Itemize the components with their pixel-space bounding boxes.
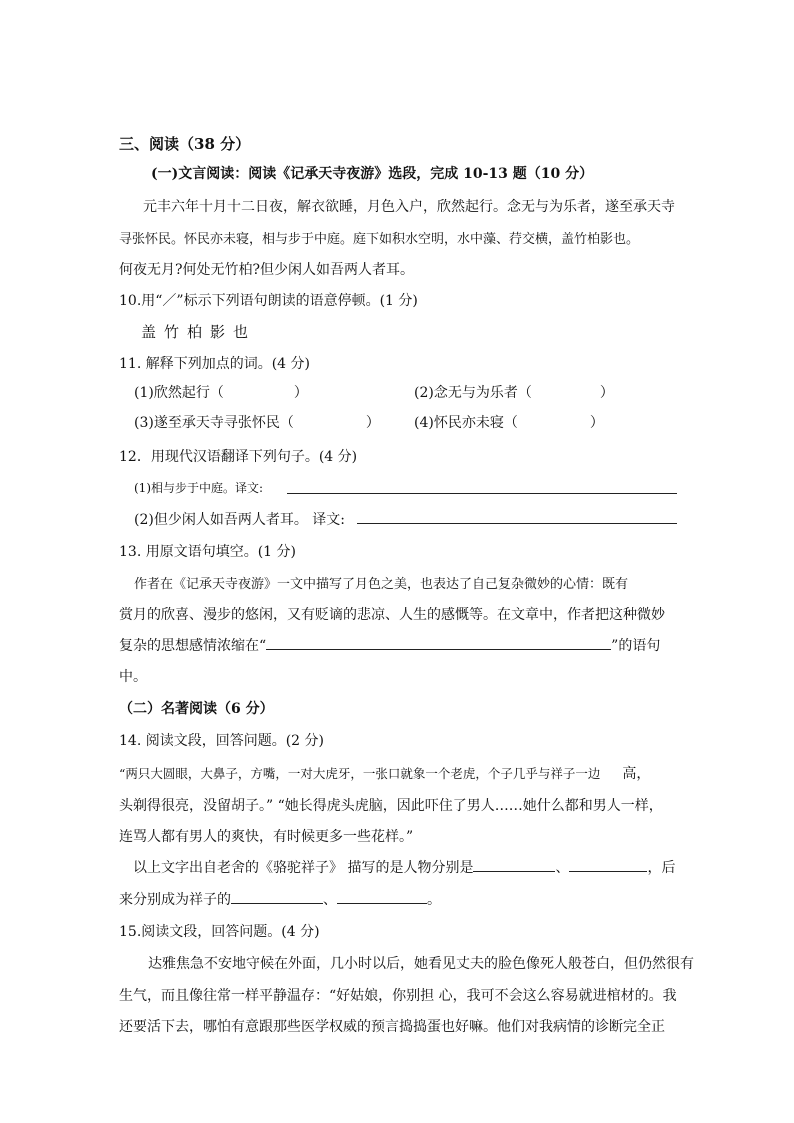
q11-item-3 [134,412,380,432]
q10-chars [141,321,256,342]
q13-line-4: 中。 [119,669,147,685]
passage-line-3: 何夜无月?何处无竹柏?但少闲人如吾两人者耳。 [119,262,415,278]
q13-line-3-end: ”的语句 [611,638,661,654]
q14-text: 14. 阅读文段，回答问题。(2 分) [119,733,324,749]
q13-answer-blank[interactable] [266,635,611,650]
q11-item-2-close: ） [599,385,614,401]
q15-line-1: 达雅焦急不安地守候在外面，几小时以后，她看见丈夫的脸色像死人般苍白，但仍然很有 [148,956,694,972]
q10-char: 盖 [141,323,157,341]
q15-text: 15.阅读文段，回答问题。(4 分) [119,924,320,940]
q12-answer-line-1[interactable] [287,479,677,494]
q14-blank-4[interactable] [337,889,427,904]
q14-blank-3[interactable] [231,889,323,904]
q12-text: 12．用现代汉语翻译下列句子。(4 分) [119,449,358,465]
q12-sentence-1-label: (1)相与步于中庭。译文: [134,481,264,495]
q11-item-4-label: (4)怀民亦未寝（ [414,415,518,431]
q11-text: 11. 解释下列加点的词。(4 分) [119,356,310,372]
q14-line-5 [119,889,441,909]
q14-line-5-text: 来分别成为祥子的 [119,892,231,908]
q11-item-1 [134,382,308,402]
passage-line-1: 元丰六年十月十二日夜，解衣欲睡，月色入户，欣然起行。念无与为乐者，遂至承天寺 [143,199,675,215]
q14-line-1-text: “两只大圆眼，大鼻子，方嘴，一对大虎牙，一张口就象一个老虎，个子几乎与祥子一边 [119,766,601,781]
q14-line-4-end: ，后 [647,860,676,876]
q12-sentence-2 [134,509,345,529]
part2-title: （二）名著阅读（6 分） [119,701,274,717]
q11-item-2 [414,382,614,402]
q11-item-3-close: ） [365,415,380,431]
q13-line-3 [119,635,660,655]
q15-line-2: 生气，而且像往常一样平静温存：“好姑娘，你别担 心，我可不会这么容易就进棺材的。我 [119,988,677,1004]
part1-title: (一)文言阅读：阅读《记承天寺夜游》选段，完成 10-13 题（10 分） [151,166,594,182]
q14-blank-1[interactable] [473,857,555,872]
q11-item-1-close: ） [293,385,308,401]
q14-line-4 [133,857,675,877]
q13-line-1: 作者在《记承天寺夜游》一文中描写了月色之美，也表达了自己复杂微妙的心情：既有 [134,577,629,592]
q11-item-2-label: (2)念无与为乐者（ [414,385,532,401]
q12-sentence-1 [134,479,263,496]
passage-line-2: 寻张怀民。怀民亦未寝，相与步于中庭。庭下如积水空明，水中藻、荇交横，盖竹柏影也。 [119,232,640,247]
q14-line-1-end: 高， [622,766,651,782]
q13-line-2: 赏月的欣喜、漫步的悠闲，又有贬谪的悲凉、人生的感慨等。在文章中，作者把这种微妙 [119,607,665,623]
q13-line-3-start: 复杂的思想感情浓缩在“ [119,638,267,654]
q14-sep-2: 、 [323,892,337,908]
q10-char: 也 [233,323,249,341]
q10-text: 10.用“／”标示下列语句朗读的语意停顿。(1 分) [119,293,418,309]
q14-line-3: 连骂人都有男人的爽快，有时候更多一些花样。” [119,829,414,845]
q14-line-4-text: 以上文字出自老舍的《骆驼祥子》 描写的是人物分别是 [133,860,474,876]
section-title: 三、阅读（38 分） [119,135,251,153]
q10-char: 柏 [187,323,203,341]
q11-item-1-label: (1)欣然起行（ [134,385,224,401]
q14-sep-1: 、 [555,860,570,876]
q11-item-4-close: ） [589,415,604,431]
q14-blank-2[interactable] [569,857,647,872]
q14-line-1 [119,763,650,783]
q15-line-3: 还要活下去，哪怕有意跟那些医学权威的预言捣捣蛋也好嘛。他们对我病情的诊断完全正 [119,1019,665,1035]
q10-char: 竹 [164,323,180,341]
q12-answer-line-2[interactable] [357,509,677,524]
q11-item-3-label: (3)遂至承天寺寻张怀民（ [134,415,294,431]
q14-line-2: 头剃得很亮，没留胡子。” “她长得虎头虎脑，因此吓住了男人……她什么都和男人一样， [119,798,663,814]
q11-item-4 [414,412,604,432]
q13-text: 13. 用原文语句填空。(1 分) [119,544,296,560]
q12-sentence-2-label: (2)但少闲人如吾两人者耳。 译文: [134,512,345,528]
q10-char: 影 [210,323,226,341]
q14-line-5-end: 。 [427,892,441,908]
